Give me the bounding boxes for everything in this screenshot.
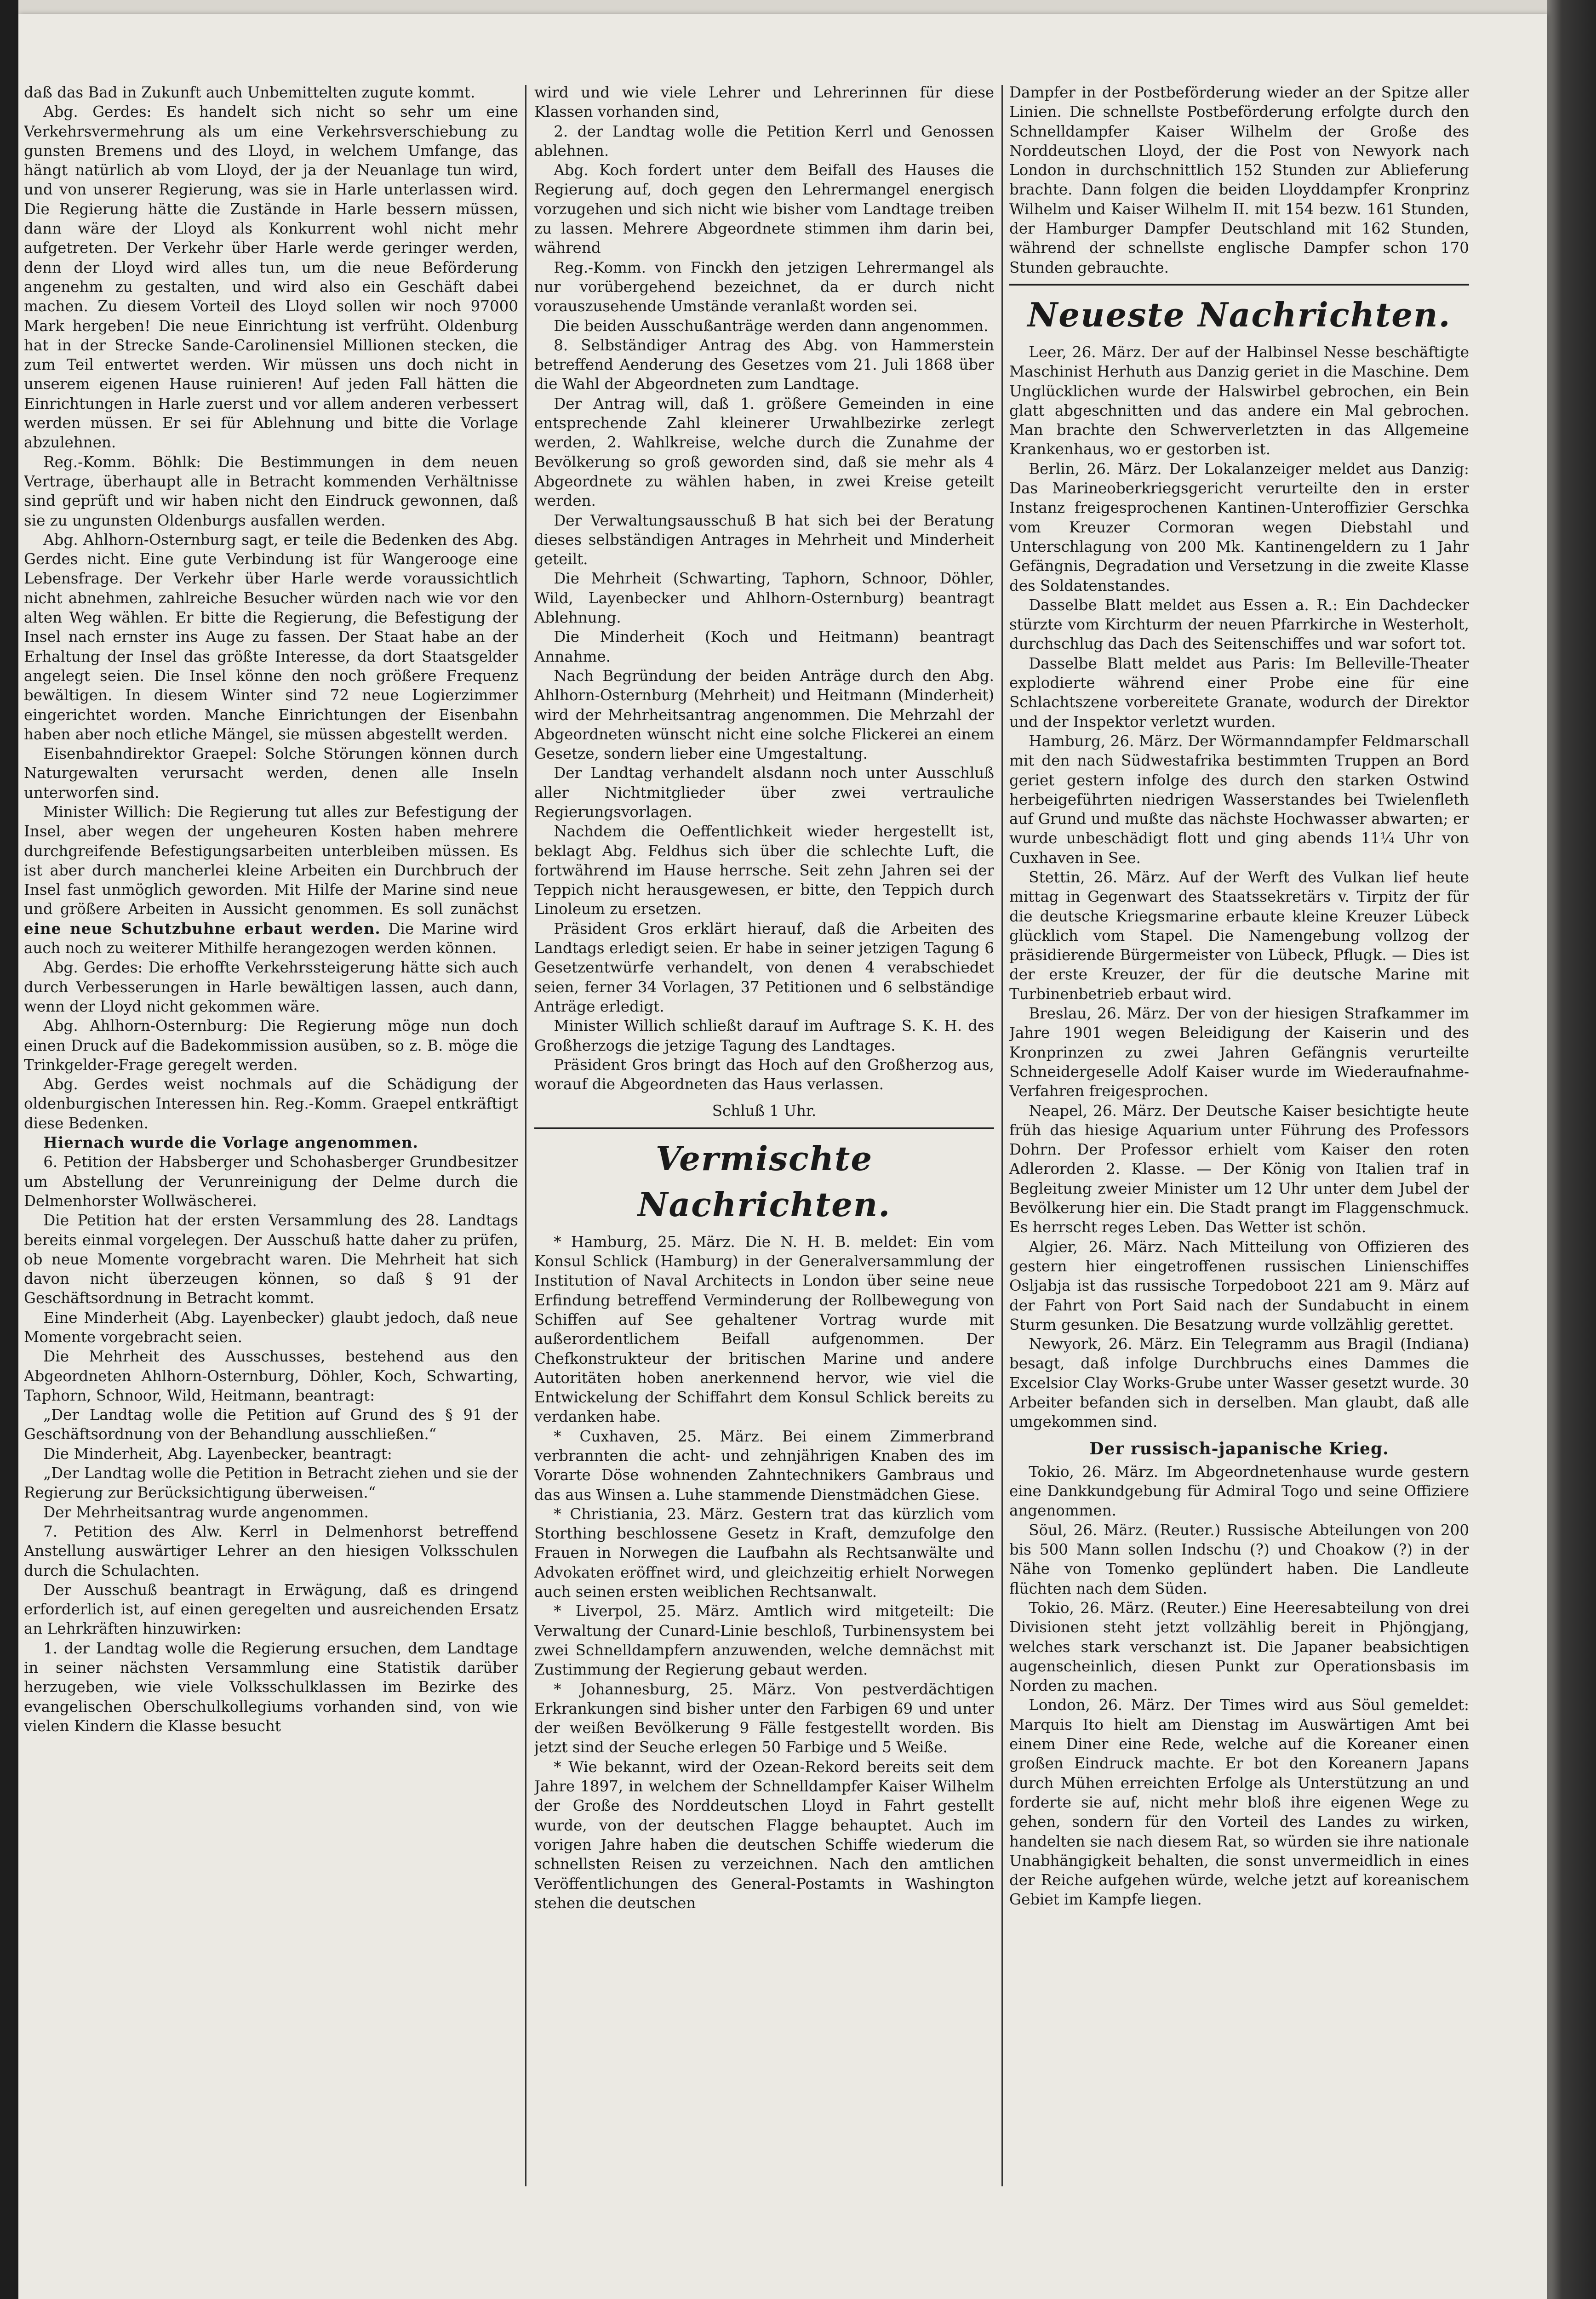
paragraph: Die Minderheit (Koch und Heitmann) beantragt Annahme. [534,628,994,665]
news-item: Dasselbe Blatt meldet aus Essen a. R.: Ein Dachdecker stürzte vom Kirchturm der neuen Pfarrkirche in Westerholt, durchschlug das Dach des Seitenschiffes und war sofort tot. [1009,596,1469,653]
news-item: Stettin, 26. März. Auf der Werft des Vulkan lief heute mittag in Gegenwart des Staatssekretärs v. Tirpitz der für die deutsche Kriegsmarine erbaute kleine Kreuzer Lübeck glücklich vom Stapel. Die Namengebung vollzog der präsidierende Bürgermeister von Lübeck, Pflugk. — Dies ist der erste Kreuzer, der für die deutsche Marine mit Turbinenbetrieb erbaut wird. [1009,868,1469,1003]
subsection-title: Der russisch-japanische Krieg. [1089,1439,1389,1458]
news-item: Tokio, 26. März. Im Abgeordnetenhause wurde gestern eine Dankkundgebung für Admiral Togo und seine Offiziere angenommen. [1009,1463,1469,1520]
agenda-item: 7. Petition des Alw. Kerrl in Delmenhorst betreffend Anstellung auswärtiger Lehrer an den hiesigen Volksschulen durch die Schulachten. [24,1522,518,1579]
text-run: Die Marine wird auch noch zu weiterer Mithilfe herangezogen werden können. [24,920,518,957]
news-item: Tokio, 26. März. (Reuter.) Eine Heeresabteilung von drei Divisionen steht jetzt vollzählig bereit in Phjöngjang, welches stark verschanzt ist. Die Japaner beabsichtigen augenscheinlich, diesen Punkt zur Operationsbasis im Norden zu machen. [1009,1599,1469,1695]
paragraph: Reg.-Komm. von Finckh den jetzigen Lehrermangel als nur vorübergehend bezeichnet, da er durch nicht vorauszusehende Umstände veranlaßt worden sei. [534,258,994,315]
column-rule-2 [1001,85,1003,2186]
paragraph: Der Mehrheitsantrag wurde angenommen. [43,1503,369,1521]
news-item: Algier, 26. März. Nach Mitteilung von Offizieren des gestern hier eingetroffenen russischen Linienschiffes Osljabja ist das russische Torpedoboot 221 am 9. März auf der Fahrt von Port Said nach der Sundabucht in einem Sturm gesunken. Die Besatzung wurde vollzählig gerettet. [1009,1238,1469,1333]
closing-line: Schluß 1 Uhr. [712,1102,817,1120]
news-item: Neapel, 26. März. Der Deutsche Kaiser besichtigte heute früh das hiesige Aquarium unter Führung des Professors Dohrn. Der Professor erhielt vom Kaiser den roten Adlerorden 2. Klasse. — Der König von Italien traf in Begleitung zweier Minister um 12 Uhr unter dem Jubel der Bevölkerung hier ein. Die Stadt prangt im Flaggenschmuck. Es herrscht reges Leben. Das Wetter ist schön. [1009,1102,1469,1236]
quote: „Der Landtag wolle die Petition in Betracht ziehen und sie der Regierung zur Berücksichtigung überweisen.“ [24,1464,518,1502]
news-item: Breslau, 26. März. Der von der hiesigen Strafkammer im Jahre 1901 wegen Beleidigung der Kaiserin und des Kronprinzen zu zwei Jahren Gefängnis verurteilte Schneidergeselle Adolf Kaiser wurde im Wiederaufnahme-Verfahren freigesprochen. [1009,1005,1469,1100]
paragraph: Abg. Ahlhorn-Osternburg sagt, er teile die Bedenken des Abg. Gerdes nicht. Eine gute Verbindung ist für Wangerooge eine Lebensfrage. Der Verkehr über Harle werde voraussichtlich nicht abnehmen, zahlreiche Besucher würden nach wie vor den alten Weg wählen. Er bitte die Regierung, die Befestigung der Insel nach ernster ins Auge zu fassen. Der Staat habe an der Erhaltung der Insel das größte Interesse, da dort Staatsgelder angelegt seien. Die Insel könne den noch größere Frequenz bewältigen. In diesem Winter sind 72 neue Logierzimmer eingerichtet worden. Manche Einrichtungen der Eisenbahn haben aber noch etliche Mängel, sie müssen abgestellt werden. [24,531,518,743]
section-title: Vermischte Nachrichten. [637,1138,891,1224]
paragraph: Abg. Gerdes weist nochmals auf die Schädigung der oldenburgischen Interessen hin. Reg.-Komm. Graepel entkräftigt diese Bedenken. [24,1075,518,1132]
column-left [24,83,518,2198]
news-item: Söul, 26. März. (Reuter.) Russische Abteilungen von 200 bis 500 Mann sollen Indschu (?) und Choakow (?) in der Nähe von Tomenko geplündert haben. Die Landleute flüchten nach dem Süden. [1009,1521,1469,1597]
paragraph: Die Minderheit, Abg. Layenbecker, beantragt: [43,1445,392,1463]
paragraph: Die Mehrheit (Schwarting, Taphorn, Schnoor, Döhler, Wild, Layenbecker und Ahlhorn-Osternburg) beantragt Ablehnung. [534,570,994,627]
paragraph: Der Ausschuß beantragt in Erwägung, daß es dringend erforderlich ist, auf einen geregelten und ausreichenden Ersatz an Lehrkräften hinzuwirken: [24,1581,518,1638]
section-divider [534,1127,994,1129]
column-rule-1 [525,85,526,2186]
paragraph: Eisenbahndirektor Graepel: Solche Störungen können durch Naturgewalten verursacht werden, denen alle Inseln unterworfen sind. [24,745,518,801]
paragraph: Abg. Gerdes: Es handelt sich nicht so sehr um eine Verkehrsvermehrung als um eine Verkehrsverschiebung zu gunsten Bremens und des Lloyd, in welchem Umfange, das hängt natürlich ab vom Lloyd, der ja der Neuanlage tun wird, und von unserer Regierung, was sie in Harle unterlassen wird. Die Regierung hätte die Zustände in Harle bessern müssen, dann wäre der Lloyd als Konkurrent wohl nicht mehr aufgetreten. Der Verkehr über Harle werde geringer werden, denn der Lloyd wird alles tun, um die neue Beförderung angenehm zu gestalten, und wird also ein Geschäft dabei machen. Zu diesem Vorteil des Lloyd sollen wir noch 97000 Mark hergeben! Die neue Einrichtung ist verfrüht. Oldenburg hat in der Strecke Sande-Carolinensiel Millionen stecken, die zum Teil entwertet werden. Wir müssen uns doch nicht in unserem eigenen Hause ruinieren! Auf jeden Fall hätten die Einrichtungen in Harle zuerst und vor allem anderen verbessert werden müssen. Er sei für Ablehnung und bitte die Vorlage abzulehnen. [24,103,518,452]
paragraph: Der Landtag verhandelt alsdann noch unter Ausschluß aller Nichtmitglieder über zwei vertrauliche Regierungsvorlagen. [534,764,994,821]
paragraph: Der Verwaltungsausschuß B hat sich bei der Beratung dieses selbständigen Antrages in Mehrheit und Minderheit geteilt. [534,511,994,568]
paragraph: Der Antrag will, daß 1. größere Gemeinden in eine entsprechende Zahl kleinerer Urwahlbezirke zerlegt werden, 2. Wahlkreise, welche durch die Zunahme der Bevölkerung so groß geworden sind, daß sie mehr als 4 Abgeordnete zu wählen haben, in zwei Kreise geteilt werden. [534,395,994,510]
column-right [1009,83,1469,2198]
agenda-item: 8. Selbständiger Antrag des Abg. von Hammerstein betreffend Aenderung des Gesetzes vom 21. Juli 1868 über die Wahl der Abgeordneten zum Landtage. [534,336,994,393]
quote: „Der Landtag wolle die Petition auf Grund des § 91 der Geschäftsordnung von der Behandlung ausschließen.“ [24,1406,518,1443]
paragraph: Nach Begründung der beiden Anträge durch den Abg. Ahlhorn-Osternburg (Mehrheit) und Heitmann (Minderheit) wird der Mehrheitsantrag angenommen. Die Mehrzahl der Abgeordneten wünscht nicht eine solche Flickerei an einem Gesetze, sondern lieber eine Umgestaltung. [534,667,994,763]
paragraph: Reg.-Komm. Böhlk: Die Bestimmungen in dem neuen Vertrage, überhaupt alle in Betracht kommenden Verhältnisse sind geprüft und wir haben nicht den Eindruck gewonnen, daß sie zu ungunsten Oldenburgs ausfallen werden. [24,453,518,529]
news-item: * Liverpol, 25. März. Amtlich wird mitgeteilt: Die Verwaltung der Cunard-Linie beschloß, Turbinensystem bei zwei Schnelldampfern anzuwenden, welche demnächst mit Zustimmung der Regierung gebaut werden. [534,1602,994,1679]
paragraph [24,802,518,958]
paragraph-emphasis: Hiernach wurde die Vorlage angenommen. [43,1133,418,1152]
page-edge-shadow [1547,0,1596,2299]
news-item: Hamburg, 26. März. Der Wörmanndampfer Feldmarschall mit den nach Südwestafrika bestimmten Truppen an Bord geriet gestern infolge des durch den starken Ostwind herbeigeführten niedrigen Wasserstandes bei Twielenfleth auf Grund und mußte das nächste Hochwasser abwarten; er wurde unbeschädigt flott und ging abends 11¼ Uhr von Cuxhaven in See. [1009,732,1469,867]
news-item: Leer, 26. März. Der auf der Halbinsel Nesse beschäftigte Maschinist Herhuth aus Danzig geriet in die Maschine. Dem Unglücklichen wurde der Halswirbel gebrochen, ein Bein glatt abgeschnitten und das andere ein Mal gebrochen. Man brachte den Schwerverletzten in das Allgemeine Krankenhaus, wo er gestorben ist. [1009,343,1469,458]
paragraph: Präsident Gros bringt das Hoch auf den Großherzog aus, worauf die Abgeordneten das Haus verlassen. [534,1056,994,1093]
news-item: * Cuxhaven, 25. März. Bei einem Zimmerbrand verbrannten die acht- und zehnjährigen Knaben des im Vorarte Döse wohnenden Zahntechnikers Gambraus und das aus Winsen a. Luhe stammende Dienstmädchen Giese. [534,1427,994,1504]
news-item: * Christiania, 23. März. Gestern trat das kürzlich vom Storthing beschlossene Gesetz in Kraft, demzufolge den Frauen in Norwegen die Laufbahn als Rechtsanwälte und Advokaten eröffnet wird, und gleichzeitig erhielt Norwegen auch seinen ersten weiblichen Rechtsanwalt. [534,1505,994,1601]
news-item: * Johannesburg, 25. März. Von pestverdächtigen Erkrankungen sind bisher unter den Farbigen 69 und unter der weißen Bevölkerung 9 Fälle festgestellt worden. Bis jetzt sind der Seuche erlegen 50 Farbige und 5 Weiße. [534,1680,994,1756]
news-item: Berlin, 26. März. Der Lokalanzeiger meldet aus Danzig: Das Marineoberkriegsgericht verurteilte den in erster Instanz freigesprochenen Kantinen-Unteroffizier Gerschka vom Kreuzer Cormoran wegen Diebstahl und Unterschlagung von 200 Mk. Kantinengeldern zu 1 Jahr Gefängnis, Degradation und Versetzung in die zweite Klasse des Soldatenstandes. [1009,460,1469,595]
news-item: * Hamburg, 25. März. Die N. H. B. meldet: Ein vom Konsul Schlick (Hamburg) in der Generalversammlung der Institution of Naval Architects in London über seine neue Erfindung betreffend Verminderung der Rollbewegung von Schiffen auf See gehaltener Vortrag wurde mit außerordentlichem Beifall aufgenommen. Der Chefkonstrukteur der britischen Marine und andere Autoritäten hoben anerkennend hervor, wie viel die Entwickelung der Schiffahrt dem Konsul Schlick bereits zu verdanken habe. [534,1233,994,1426]
agenda-item: 6. Petition der Habsberger und Schohasberger Grundbesitzer um Abstellung der Verunreinigung der Delme durch die Delmenhorster Wollwäscherei. [24,1153,518,1210]
paragraph: Dampfer in der Postbeförderung wieder an der Spitze aller Linien. Die schnellste Postbeförderung erfolgte durch den Schnelldampfer Kaiser Wilhelm der Große des Norddeutschen Lloyd, der die Post von Newyork nach London in durchschnittlich 152 Stunden zur Ablieferung brachte. Dann folgen die beiden Lloyddampfer Kronprinz Wilhelm und Kaiser Wilhelm II. mit 154 bezw. 161 Stunden, der Hamburger Dampfer Deutschland mit 162 Stunden, während der schnellste englische Dampfer schon 170 Stunden gebrauchte. [1009,84,1469,276]
paragraph: Abg. Ahlhorn-Osternburg: Die Regierung möge nun doch einen Druck auf die Badekommission ausüben, so z. B. möge die Trinkgelder-Frage geregelt werden. [24,1017,518,1074]
page-binding [0,0,18,2299]
section-title: Neueste Nachrichten. [1027,295,1451,334]
paragraph: 2. der Landtag wolle die Petition Kerrl und Genossen ablehnen. [534,122,994,160]
paragraph: Die Petition hat der ersten Versammlung des 28. Landtags bereits einmal vorgelegen. Der Ausschuß hatte daher zu prüfen, ob neue Momente vorgebracht waren. Die Mehrheit hat sich davon nicht überzeugen können, so daß § 91 der Geschäftsordnung in Betracht kommt. [24,1212,518,1307]
paragraph: Nachdem die Oeffentlichkeit wieder hergestellt ist, beklagt Abg. Feldhus sich über die schlechte Luft, die fortwährend im Hause herrsche. Seit zehn Jahren sei der Teppich nicht herausgewesen, er bitte, den Teppich durch Linoleum zu ersetzen. [534,823,994,918]
news-item: Dasselbe Blatt meldet aus Paris: Im Belleville-Theater explodierte während einer Probe eine für eine Schlachtszene vorbereitete Granate, wodurch der Direktor und der Inspektor verletzt wurden. [1009,654,1469,731]
emphasis: eine neue Schutzbuhne erbaut werden. [24,919,381,938]
paragraph: Abg. Koch fordert unter dem Beifall des Hauses die Regierung auf, doch gegen den Lehrermangel energisch vorzugehen und sich nicht wie bisher vom Landtage treiben zu lassen. Mehrere Abgeordnete stimmen ihm darin bei, während [534,161,994,257]
paragraph: Die beiden Ausschußanträge werden dann angenommen. [554,317,989,335]
paragraph: Präsident Gros erklärt hierauf, daß die Arbeiten des Landtags erledigt seien. Er habe in seiner jetzigen Tagung 6 Gesetzentwürfe verhandelt, von denen 4 verabschiedet seien, ferner 34 Vorlagen, 37 Petitionen und 6 selbständige Anträge erledigt. [534,920,994,1015]
paragraph: daß das Bad in Zukunft auch Unbemittelten zugute kommt. [24,84,475,101]
paragraph: Die Mehrheit des Ausschusses, bestehend aus den Abgeordneten Ahlhorn-Osternburg, Döhler, Koch, Schwarting, Taphorn, Schnoor, Wild, Heitmann, beantragt: [24,1348,518,1404]
news-item: London, 26. März. Der Times wird aus Söul gemeldet: Marquis Ito hielt am Dienstag im Auswärtigen Amt bei einem Diner eine Rede, welche auf die Koreaner einen großen Eindruck machte. Er bot den Koreanern Japans durch Mühen erreichten Erfolge als Unterstützung an und forderte sie auf, nicht mehr bloß ihre eigenen Wege zu gehen, sondern für den Vorteil des Landes zu wirken, handelten sie nach diesem Rat, so würden sie ihre nationale Unabhängigkeit behalten, die sonst unvermeidlich in eines der Reiche aufgehen würde, welche jetzt auf koreanischem Gebiet im Kampfe liegen. [1009,1696,1469,1909]
paragraph: Eine Minderheit (Abg. Layenbecker) glaubt jedoch, daß neue Momente vorgebracht seien. [24,1309,518,1346]
text-run: Minister Willich: Die Regierung tut alles zur Befestigung der Insel, aber wegen der ungeheuren Kosten haben mehrere durchgreifende Befestigungsarbeiten unterbleiben müssen. Es ist aber durch mancherlei kleine Arbeiten ein Durchbruch der Insel fast unmöglich geworden. Mit Hilfe der Marine sind neue und größere Arbeiten in Aussicht genommen. Es soll zunächst [24,803,518,918]
paragraph: Minister Willich schließt darauf im Auftrage S. K. H. des Großherzogs die jetzige Tagung des Landtages. [534,1017,994,1054]
news-item: Newyork, 26. März. Ein Telegramm aus Bragil (Indiana) besagt, daß infolge Durchbruchs eines Dammes die Excelsior Clay Works-Grube unter Wasser gesetzt wurde. 30 Arbeiter befanden sich in derselben. Man glaubt, daß alle umgekommen sind. [1009,1335,1469,1431]
paragraph: 1. der Landtag wolle die Regierung ersuchen, dem Landtage in seiner nächsten Versammlung eine Statistik darüber herzugeben, wie viele Volksschulklassen im Bezirke des evangelischen Oberschulkollegiums vorhanden sind, von wie vielen Kindern die Klasse besucht [24,1639,518,1735]
paragraph: Abg. Gerdes: Die erhoffte Verkehrssteigerung hätte sich auch durch Verbesserungen in Harle bewältigen lassen, auch dann, wenn der Lloyd nicht gekommen wäre. [24,959,518,1015]
paragraph: wird und wie viele Lehrer und Lehrerinnen für diese Klassen vorhanden sind, [534,84,994,121]
section-divider [1009,284,1469,286]
news-item: * Wie bekannt, wird der Ozean-Rekord bereits seit dem Jahre 1897, in welchem der Schnelldampfer Kaiser Wilhelm der Große des Norddeutschen Lloyd in Fahrt gestellt wurde, von der deutschen Flagge behauptet. Auch im vorigen Jahre haben die deutschen Schiffe wiederum die schnellsten Reisen zu verzeichnen. Nach den amtlichen Veröffentlichungen des General-Postamts in Washington stehen die deutschen [534,1758,994,1912]
column-middle [534,83,994,2198]
